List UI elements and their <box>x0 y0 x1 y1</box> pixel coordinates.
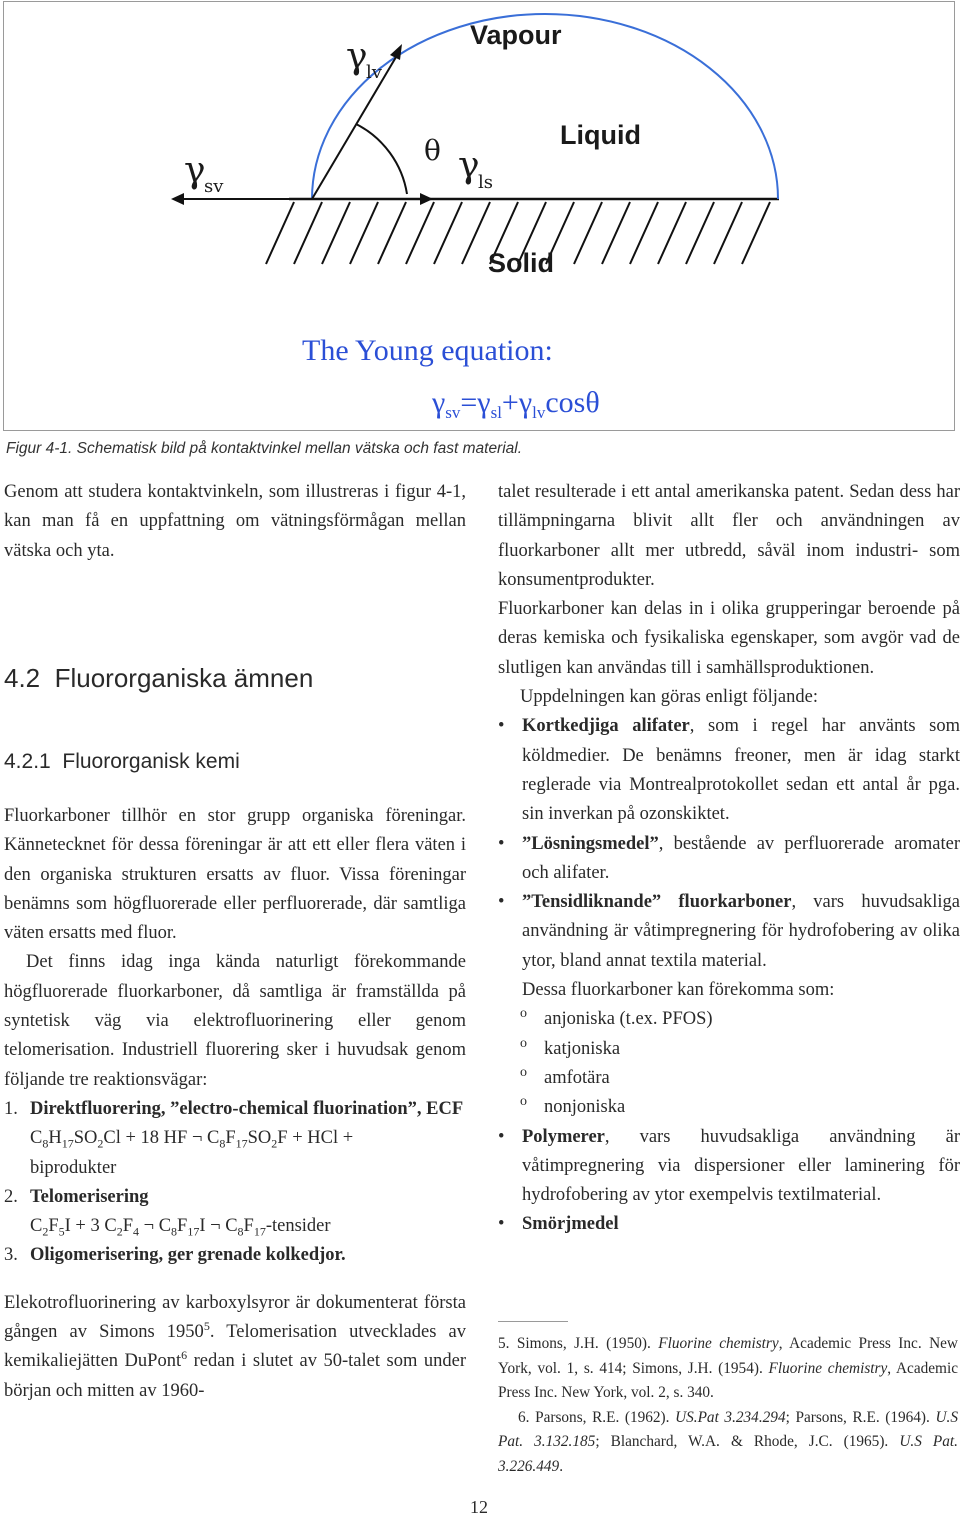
gamma-lv-arrowhead <box>390 44 402 60</box>
sub-mark: o <box>520 1064 527 1080</box>
footnote-6 <box>498 1406 958 1480</box>
contact-angle-figure <box>3 1 955 431</box>
gamma-ls-arrowhead <box>420 193 433 205</box>
bullet-losningsmedel <box>498 830 960 889</box>
paragraph-elektrofluorinering <box>4 1289 466 1406</box>
ionic-sublist <box>498 1005 960 1122</box>
theta-symbol: θ <box>424 134 441 167</box>
gamma-sv-symbol: γ <box>184 150 206 191</box>
sublist-item-label: anjoniska (t.ex. PFOS) <box>544 1009 713 1030</box>
b4-rest: , vars huvudsakliga användning är våtimpregnering via dispersioner eller laminering för hydrofobering av ytor exempelvis textilmaterial. <box>522 1126 960 1206</box>
paragraph-grupperingar: Fluorkarboner kan delas in i olika grupperingar beroende på deras kemiska och fysikaliska egenskaper, som avgör vad de slutligen kan användas till i samhällsproduktionen. <box>498 599 960 678</box>
paragraph-uppdelningen: Uppdelningen kan göras enligt följande: <box>520 687 818 708</box>
fn6-b: US.Pat 3.234.294 <box>675 1408 786 1426</box>
reaction-2-suffix: -tensider <box>265 1216 331 1237</box>
footnote-rule <box>498 1321 568 1322</box>
paragraph-det-finns: Det finns idag inga kända naturligt förekommande högfluorerade fluorkarboner, då samtliga är framställda på syntetisk väg via elektrofluorinering eller genom telomerisation. Industriell fluorering sker i huvudsak genom följande tre reaktionsvägar: <box>4 952 466 1090</box>
reaction-item-3 <box>4 1241 466 1270</box>
fn6-f: U.S Pat. 3.226.449 <box>498 1433 958 1475</box>
bullet-mark: • <box>498 833 505 854</box>
figure-caption: Figur 4-1. Schematisk bild på kontaktvinkel mellan vätska och fast material. <box>6 440 523 457</box>
b4-bold: Polymerer <box>522 1126 605 1147</box>
fn6-g: . <box>559 1457 564 1475</box>
sublist-item-label: katjoniska <box>544 1038 621 1059</box>
left-column <box>4 478 466 566</box>
eq-sub-sv: sv <box>445 403 461 422</box>
p3-part-c: redan i slutet av 50-talet som under början och mitten av 1960- <box>4 1351 467 1401</box>
arrow-1: ¬ <box>191 1128 203 1149</box>
reaction-3-title: Oligomerisering, ger grenade kolkedjor. <box>30 1245 346 1266</box>
reaction-item-2 <box>4 1183 466 1212</box>
footnote-ref-5: 5 <box>203 1318 210 1333</box>
bullet-mark: • <box>498 892 505 913</box>
reaction-2-title: Telomerisering <box>30 1186 149 1207</box>
fn5-d: Fluorine chemistry <box>768 1359 888 1377</box>
young-equation-title: The Young equation: <box>302 334 553 367</box>
b2-bold: ”Lösningsmedel” <box>522 833 659 854</box>
paragraph-talet: talet resulterade i ett antal amerikanska patent. Sedan dess har tillämpningarna blivit allt fler och användningen av fluorkarboner allt mer utbredd, såväl inom industri- som konsumentprodukter. <box>498 482 960 590</box>
b3-bold: ”Tensidliknande” fluorkarboner <box>522 892 792 913</box>
reaction-1-number: 1. <box>4 1098 18 1119</box>
label-solid: Solid <box>488 248 554 278</box>
bullet-smorjmedel <box>498 1210 960 1239</box>
label-liquid: Liquid <box>560 120 641 150</box>
b2-rest: , bestående av perfluorerade aromater och alifater. <box>522 833 960 883</box>
reaction-2-formula: $C_2F_5I + 3$ $C_2F_4$ ¬ $C_8F_{17}I$ ¬ $C_8F_{17}$-tensider <box>30 1216 331 1239</box>
bullet-tensidliknande <box>498 888 960 1005</box>
bullet-polymerer <box>498 1123 960 1211</box>
footnote-5 <box>498 1332 958 1406</box>
sub-mark: o <box>520 1094 527 1110</box>
subsection-heading: 4.2.1 Fluororganisk kemi <box>4 750 240 773</box>
gamma-sv-arrowhead <box>171 193 184 205</box>
sublist-item <box>498 1005 960 1034</box>
arrow-3: ¬ <box>210 1216 221 1237</box>
reaction-2-number: 2. <box>4 1186 18 1207</box>
paragraph-fluorkarboner: Fluorkarboner tillhör en stor grupp organiska föreningar. Kännetecknet för dessa föreningar är att ett eller flera väten i den organiska strukturen ersatts av fluor. Vissa föreningar benämns som högfluorerade eller perfluorerade, där samtliga väten ersatts med fluor. <box>4 806 466 944</box>
eq-sub-lv: lv <box>532 403 546 422</box>
bullet-mark: • <box>498 1214 505 1235</box>
bullet-mark: • <box>498 716 505 737</box>
reaction-item-1 <box>4 1095 466 1124</box>
eq-cos: cosθ <box>545 386 600 419</box>
label-vapour: Vapour <box>470 20 562 50</box>
fn6-e: ; Blanchard, W.A. & Rhode, J.C. (1965). <box>595 1433 900 1451</box>
contact-angle-diagram <box>4 2 954 430</box>
bullet-kortkedjiga <box>498 712 960 829</box>
p3-part-b: . Telomerisation utvecklades av kemikaliejätten DuPont <box>4 1322 466 1372</box>
sublist-item <box>498 1093 960 1122</box>
b3-rest: , vars huvudsakliga användning är våtimpregnering för hydrofobering av olika ytor, bland annat textila material. <box>522 892 960 971</box>
bullet-mark: • <box>498 1126 505 1147</box>
b1-bold: Kortkedjiga alifater <box>522 716 690 737</box>
p3-part-a: Elekotrofluorinering av karboxylsyror är dokumenterat första gången av Simons 1950 <box>4 1292 466 1343</box>
footnotes <box>498 1332 958 1480</box>
b5-bold: Smörjmedel <box>522 1214 619 1235</box>
section-heading: 4.2 Fluororganiska ämnen <box>4 663 314 693</box>
young-equation <box>431 386 600 422</box>
eq-plus: +γ <box>501 386 533 419</box>
gamma-ls-subscript: ls <box>478 172 493 193</box>
reaction-1-title: Direktfluorering, ”electro-chemical fluorination”, ECF <box>30 1098 464 1119</box>
sublist-item <box>498 1035 960 1064</box>
reaction-1-formula: $C_8H_{17}SO_2Cl + 18$ HF ¬ $C_8F_{17}SO_2F$ + HCl + <box>30 1128 354 1151</box>
fn5-b: Fluorine chemistry <box>658 1335 779 1352</box>
reaction-3-number: 3. <box>4 1245 18 1266</box>
reaction-list <box>4 1095 466 1271</box>
gamma-lv-symbol: γ <box>346 36 368 77</box>
left-column-body <box>4 802 466 1406</box>
fn5-a: 5. Simons, J.H. (1950). <box>498 1335 659 1352</box>
sub-mark: o <box>520 1035 527 1051</box>
fn6-d: U.S Pat. 3.132.185 <box>498 1408 958 1451</box>
arrow-2: ¬ <box>143 1216 155 1237</box>
b3-sub-intro: Dessa fluorkarboner kan förekomma som: <box>522 980 835 1001</box>
fn6-a: 6. Parsons, R.E. (1962). <box>518 1408 676 1426</box>
contact-angle-arc <box>356 124 407 194</box>
eq-sub-sl: sl <box>490 403 502 422</box>
reaction-1-byproducts: biprodukter <box>30 1157 117 1178</box>
intro-paragraph: Genom att studera kontaktvinkeln, som illustreras i figur 4-1, kan man få en uppfattning om vätningsförmågan mellan vätska och yta. <box>4 482 466 561</box>
eq-gamma-sv: γ <box>432 386 446 419</box>
fn6-c: ; Parsons, R.E. (1964). <box>785 1408 936 1426</box>
sublist-item <box>498 1064 960 1093</box>
fn5-c: , Academic Press Inc. New York, vol. 1, s. 414; Simons, J.H. (1954). <box>498 1335 958 1377</box>
eq-equals: =γ <box>460 386 491 419</box>
fn5-e: , Academic Press Inc. New York, vol. 2, s. 340. <box>498 1359 958 1402</box>
sublist-item-label: nonjoniska <box>544 1097 626 1118</box>
footnote-ref-6: 6 <box>181 1348 188 1363</box>
sublist-item-label: amfotära <box>544 1067 610 1088</box>
b1-rest: , som i regel har använts som köldmedier. De benämns freoner, men är idag starkt reglerade via Montrealprotokollet sedan ett antal år pga. sin inverkan på ozonskiktet. <box>522 716 960 825</box>
right-column <box>498 478 960 1240</box>
gamma-lv-subscript: lv <box>366 62 382 83</box>
sub-mark: o <box>520 1006 527 1022</box>
page-number: 12 <box>470 1497 488 1517</box>
gamma-ls-symbol: γ <box>458 145 480 186</box>
gamma-sv-subscript: sv <box>204 176 224 197</box>
